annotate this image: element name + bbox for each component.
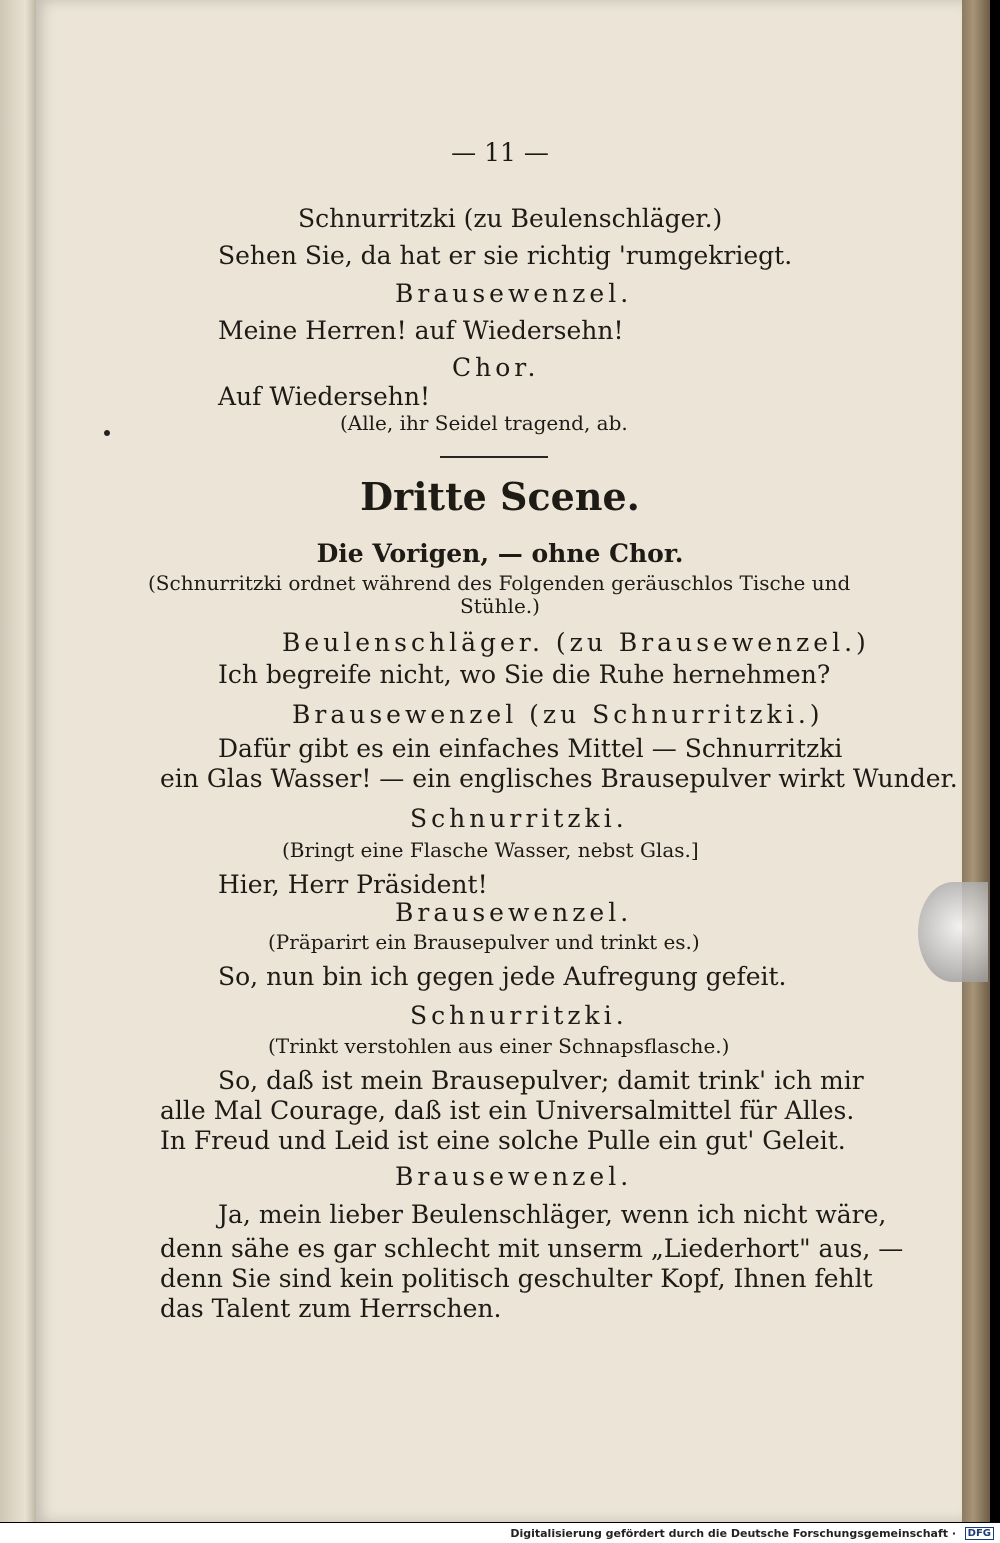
stage-direction: (Bringt eine Flasche Wasser, nebst Glas.]: [282, 838, 699, 862]
dialogue-line: Dafür gibt es ein einfaches Mittel — Schnurritzki: [218, 734, 843, 763]
speaker-name: Schnurritzki.: [410, 1001, 628, 1030]
section-divider: [440, 456, 548, 458]
dialogue-line: So, nun bin ich gegen jede Aufregung gefeit.: [218, 962, 787, 991]
book-spine-left: [0, 0, 36, 1522]
dialogue-line: Meine Herren! auf Wiedersehn!: [218, 316, 624, 345]
dialogue-line: Sehen Sie, da hat er sie richtig 'rumgekriegt.: [218, 241, 793, 270]
dialogue-line: Hier, Herr Präsident!: [218, 870, 488, 899]
dialogue-line: denn sähe es gar schlecht mit unserm „Liederhort" aus, —: [160, 1234, 904, 1263]
dialogue-line: In Freud und Leid ist eine solche Pulle ein gut' Geleit.: [160, 1126, 846, 1155]
speaker-name: Brausewenzel.: [395, 279, 633, 308]
stage-direction: (Präparirt ein Brausepulver und trinkt es.): [268, 930, 700, 954]
page-number: — 11 —: [451, 138, 549, 167]
scene-title: Dritte Scene.: [360, 474, 640, 519]
speaker-name: Brausewenzel.: [395, 1162, 633, 1191]
dialogue-line: Auf Wiedersehn!: [218, 382, 431, 411]
footer-bar: [0, 1523, 1000, 1543]
ink-dot: [104, 430, 110, 436]
dialogue-line: Ich begreife nicht, wo Sie die Ruhe hernehmen?: [218, 660, 831, 689]
dialogue-line: das Talent zum Herrschen.: [160, 1294, 502, 1323]
stage-direction: (Schnurritzki ordnet während des Folgenden geräuschlos Tische und: [148, 571, 851, 595]
page-clip-icon: [918, 882, 988, 982]
footer-credit: Digitalisierung gefördert durch die Deutsche Forschungsgemeinschaft ·: [510, 1527, 956, 1540]
dialogue-line: So, daß ist mein Brausepulver; damit trink' ich mir: [218, 1066, 864, 1095]
speaker-name: Brausewenzel.: [395, 898, 633, 927]
dialogue-line: denn Sie sind kein politisch geschulter Kopf, Ihnen fehlt: [160, 1264, 873, 1293]
book-edge-right: [962, 0, 990, 1522]
dialogue-line: ein Glas Wasser! — ein englisches Brausepulver wirkt Wunder.: [160, 764, 958, 793]
speaker-name: Chor.: [452, 353, 540, 382]
speaker-name: Schnurritzki.: [410, 804, 628, 833]
dialogue-line: Ja, mein lieber Beulenschläger, wenn ich nicht wäre,: [218, 1200, 887, 1229]
stage-direction: (Alle, ihr Seidel tragend, ab.: [340, 411, 628, 435]
stage-direction: (Trinkt verstohlen aus einer Schnapsflasche.): [268, 1034, 730, 1058]
speaker-line: Schnurritzki (zu Beulenschläger.): [298, 204, 723, 233]
scene-characters: Die Vorigen, — ohne Chor.: [316, 539, 684, 568]
dialogue-line: alle Mal Courage, daß ist ein Universalmittel für Alles.: [160, 1096, 855, 1125]
stage-direction: Stühle.): [460, 594, 540, 618]
speaker-line: Beulenschläger. (zu Brausewenzel.): [282, 628, 870, 657]
speaker-line: Brausewenzel (zu Schnurritzki.): [292, 700, 824, 729]
dfg-logo: DFG: [965, 1527, 994, 1540]
